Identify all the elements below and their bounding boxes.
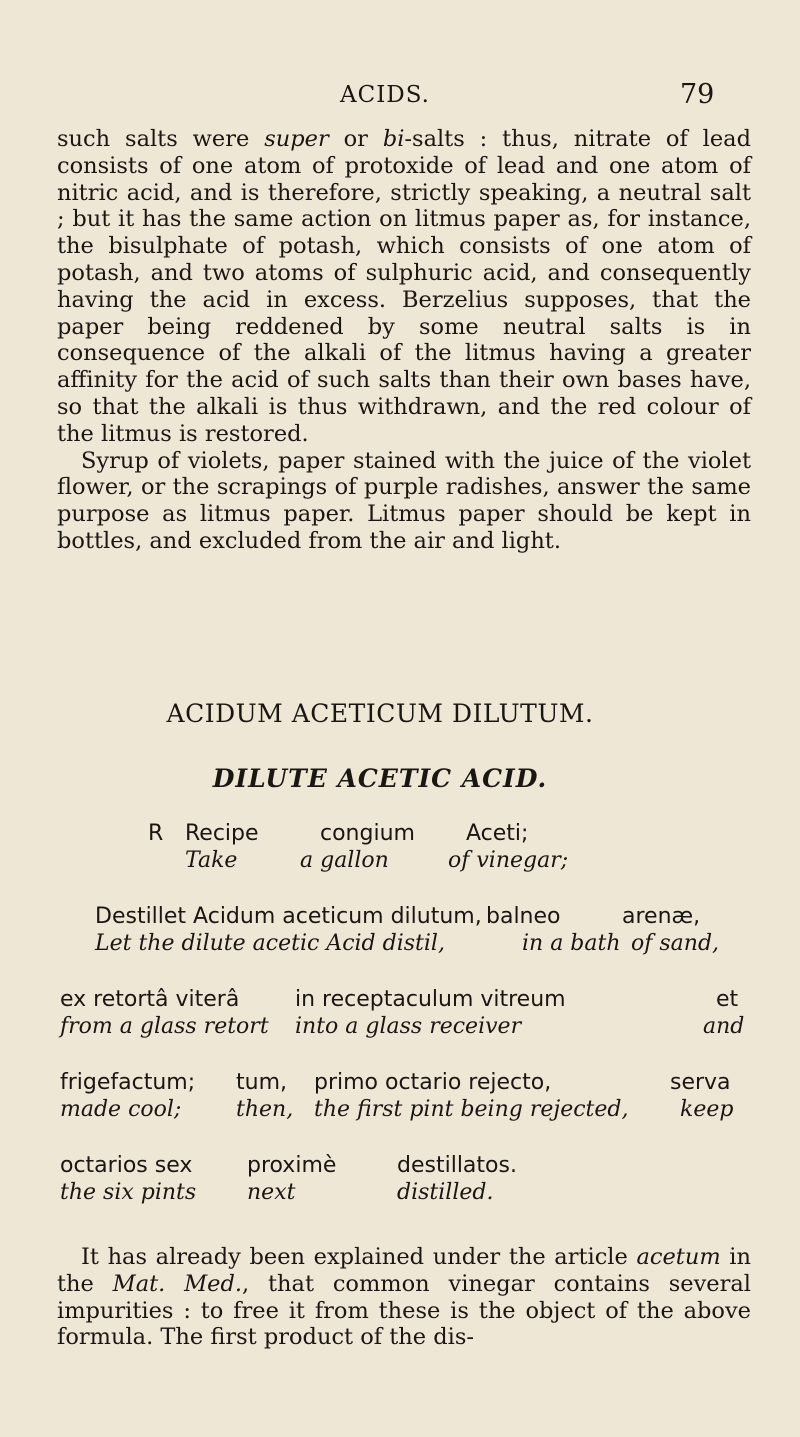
text-run: -salts : thus, nitrate of lead consists of one atom of protoxide of lead and one atom of nitric acid, and is therefore, strictly speaking, a neutral salt ; but it has the same action on litmus paper as, for instance, the bisulphate of potash, which consists of one atom of potash, and two atoms of sulphuric acid, and consequently having the acid in excess. Berzelius supposes, that the paper being reddened by some neutral salts is in consequence of the alkali of the litmus having a greater affinity for the acid of such salts than their own bases have, so that the alkali is thus withdrawn, and the red colour of the litmus is restored. (57, 126, 751, 447)
text-run: in the (57, 1244, 751, 1297)
latin-word: Aceti; (466, 821, 529, 846)
running-head: ACIDS. (340, 82, 430, 108)
latin-word: Destillet Acidum aceticum dilutum, (95, 904, 482, 929)
page-header (0, 79, 800, 122)
english-word: of sand, (631, 931, 720, 956)
body-text (57, 126, 751, 555)
text-run: or (328, 126, 383, 152)
formula-row-3-english (0, 1014, 800, 1042)
english-word: then, (236, 1097, 294, 1122)
paragraph-salts (57, 126, 751, 448)
latin-word: proximè (247, 1153, 337, 1178)
latin-word: serva (670, 1070, 731, 1095)
italic-text: bi (382, 126, 405, 152)
english-word: of vinegar; (448, 848, 569, 873)
english-word: a gallon (300, 848, 389, 873)
english-word: made cool; (60, 1097, 182, 1122)
italic-text: super (264, 126, 329, 152)
latin-word: Recipe (185, 821, 259, 846)
section-heading-latin: ACIDUM ACETICUM DILUTUM. (166, 699, 594, 728)
closing-text (57, 1244, 751, 1351)
formula-row-3-latin (0, 987, 800, 1015)
latin-word: et (716, 987, 739, 1012)
page-number: 79 (680, 79, 715, 110)
text-run: It has already been explained under the article (81, 1244, 637, 1270)
latin-word: destillatos. (397, 1153, 517, 1178)
latin-word: arenæ, (622, 904, 701, 929)
latin-word: congium (320, 821, 415, 846)
formula-row-4-latin (0, 1070, 800, 1098)
english-word: from a glass retort (60, 1014, 269, 1039)
english-word: keep (680, 1097, 734, 1122)
text-run: , that common vinegar contains several impurities : to free it from these is the object of the above formula. The first product of the dis- (57, 1270, 751, 1351)
english-word: and (703, 1014, 745, 1039)
latin-word: octarios sex (60, 1153, 193, 1178)
italic-text: Mat. Med. (112, 1270, 243, 1297)
recipe-symbol: R (148, 821, 164, 846)
formula-row-2-latin (0, 904, 800, 932)
english-word: into a glass receiver (295, 1014, 522, 1039)
formula-row-1-latin (0, 821, 800, 849)
english-word: distilled. (397, 1180, 494, 1205)
latin-word: ex retortâ viterâ (60, 987, 240, 1012)
formula-row-5-latin (0, 1153, 800, 1181)
english-word: the six pints (60, 1180, 197, 1205)
paragraph-explanation (57, 1244, 751, 1351)
english-word: Take (185, 848, 238, 873)
section-heading-english: DILUTE ACETIC ACID. (212, 764, 548, 793)
latin-word: balneo (486, 904, 561, 929)
english-word: in a bath (522, 931, 621, 956)
latin-word: primo octario rejecto, (314, 1070, 552, 1095)
formula-row-4-english (0, 1097, 800, 1125)
formula-row-5-english (0, 1180, 800, 1208)
english-word: next (247, 1180, 296, 1205)
formula-row-2-english (0, 931, 800, 959)
latin-word: frigefactum; (60, 1070, 196, 1095)
english-word: Let the dilute acetic Acid distil, (95, 931, 445, 956)
latin-word: tum, (236, 1070, 287, 1095)
english-word: the first pint being rejected, (314, 1097, 629, 1122)
latin-word: in receptaculum vitreum (295, 987, 566, 1012)
formula-row-1-english (0, 848, 800, 876)
italic-text: acetum (636, 1244, 721, 1270)
paragraph-syrup-of-violets (57, 448, 751, 555)
text-run: Syrup of violets, paper stained with the juice of the violet flower, or the scrapings of purple radishes, answer the same purpose as litmus paper. Litmus paper should be kept in bottles, and excluded from the air and light. (57, 447, 751, 554)
text-run: such salts were (57, 126, 265, 152)
